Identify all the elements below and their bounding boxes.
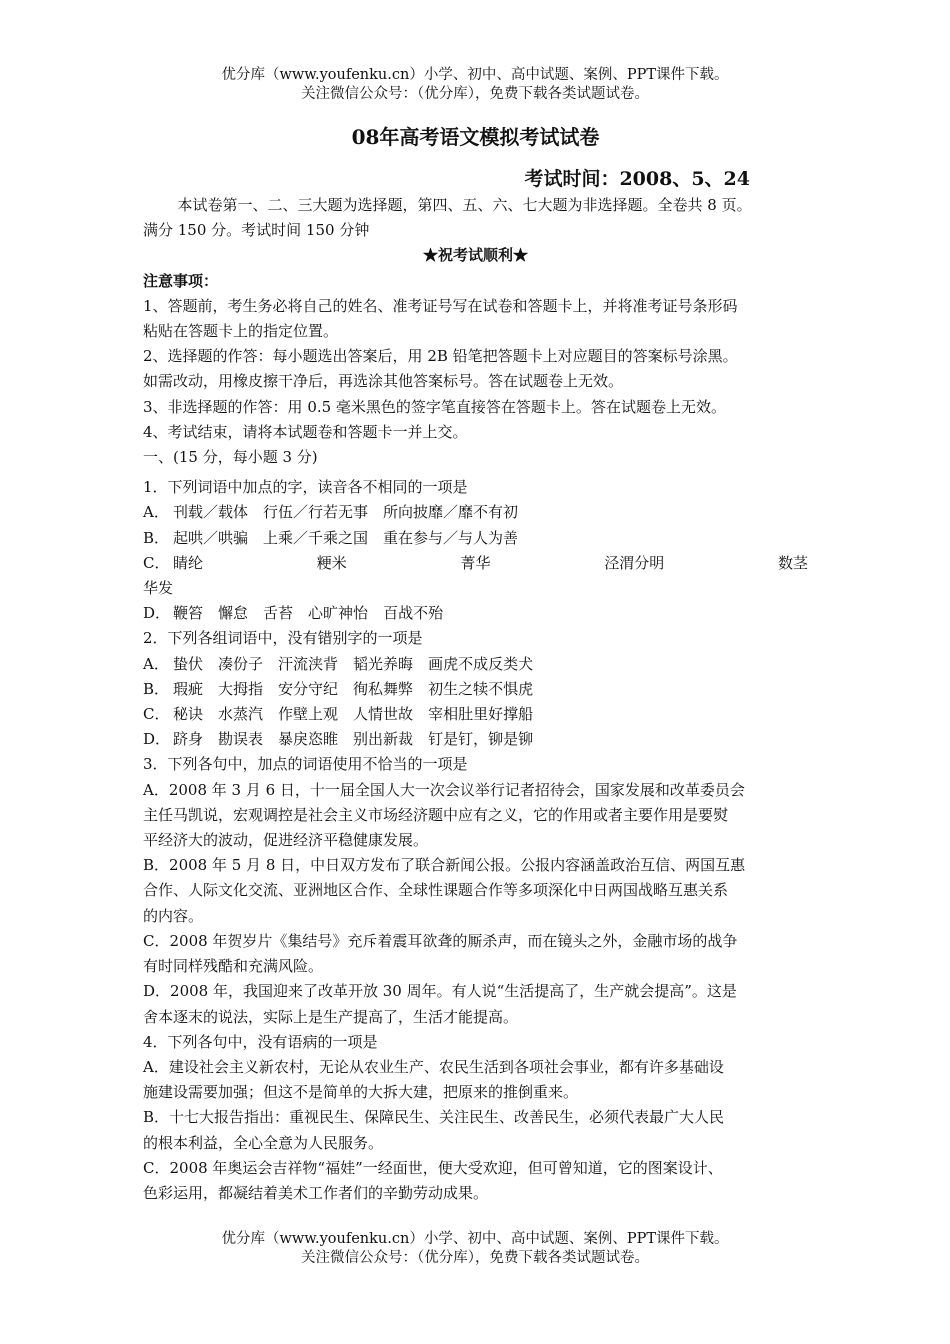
question-3-stem: 3．下列各句中，加点的词语使用不恰当的一项是	[143, 755, 468, 774]
document-body	[143, 118, 808, 1206]
notice-line: 2、选择题的作答：每小题选出答案后，用 2B 铅笔把答题卡上对应题目的答案标号涂黑。	[143, 347, 738, 366]
q3-option-d-line: 舍本逐末的说法，实际上是生产提高了，生活才能提高。	[143, 1007, 519, 1026]
option-item: 舌苔	[263, 604, 294, 623]
option-item: 刊载／载体	[173, 503, 249, 522]
section-heading: 一、(15 分，每小题 3 分)	[143, 448, 318, 467]
doc-title: 08年高考语文模拟考试试卷	[351, 125, 600, 149]
option-item: 蛰伏	[173, 654, 204, 673]
footer-line-2: 关注微信公众号：（优分库），免费下载各类试题试卷。	[301, 1250, 649, 1266]
footer-line-1: 优分库（www.youfenku.cn）小学、初中、高中试题、案例、PPT课件下载。	[221, 1231, 729, 1247]
option-label: C．	[143, 705, 170, 724]
q4-option-a-line: A．建设社会主义新农村，无论从农业生产、农民生活到各项社会事业，都有许多基础设	[143, 1057, 724, 1076]
notice-title: 注意事项：	[143, 271, 219, 290]
option-item: 泾渭分明	[604, 553, 665, 572]
option-item: 所向披靡／靡不有初	[383, 503, 519, 522]
option-label: A．	[143, 654, 169, 673]
q1-option-c	[143, 551, 808, 576]
option-item: 水蒸汽	[218, 705, 264, 724]
option-item: 睛纶	[173, 553, 204, 572]
option-item: 菁华	[460, 553, 491, 572]
option-item: 人情世故	[353, 705, 414, 724]
option-item: 秘诀	[173, 705, 204, 724]
q1-option-a	[143, 500, 808, 525]
option-label: D．	[143, 730, 171, 749]
option-item: 汗流浃背	[278, 654, 339, 673]
intro-line-2: 满分 150 分。考试时间 150 分钟	[143, 221, 370, 240]
notice-line: 1、答题前，考生务必将自己的姓名、准考证号写在试卷和答题卡上，并将准考证号条形码	[143, 296, 738, 315]
q3-option-a-line: 平经济大的波动，促进经济平稳健康发展。	[143, 831, 429, 850]
notice-line: 粘贴在答题卡上的指定位置。	[143, 322, 339, 341]
q3-option-c-line: C．2008 年贺岁片《集结号》充斥着震耳欲聋的厮杀声，而在镜头之外，金融市场的战争	[143, 931, 738, 950]
option-label: D．	[143, 604, 171, 623]
option-item: 画虎不成反类犬	[428, 654, 534, 673]
q3-option-d-line: D．2008 年，我国迎来了改革开放 30 周年。有人说“生活提高了，生产就会提高”。这是	[143, 982, 737, 1001]
option-item: 百战不殆	[383, 604, 444, 623]
header-line-1: 优分库（www.youfenku.cn）小学、初中、高中试题、案例、PPT课件下载。	[221, 67, 729, 83]
option-label: B．	[143, 528, 170, 547]
page-header	[0, 66, 950, 104]
q4-option-b-line: 的根本利益，全心全意为人民服务。	[143, 1133, 384, 1152]
option-item: 宰相肚里好撑船	[428, 705, 534, 724]
option-item: 上乘／千乘之国	[263, 528, 369, 547]
option-item: 行伍／行若无事	[263, 503, 369, 522]
q4-option-b-line: B．十七大报告指出：重视民生、保障民生、关注民生、改善民生，必须代表最广大人民	[143, 1108, 725, 1127]
option-label: C．	[143, 553, 170, 572]
option-item: 凑份子	[218, 654, 264, 673]
option-item: 作壁上观	[278, 705, 339, 724]
option-item: 韬光养晦	[353, 654, 414, 673]
notice-line: 4、考试结束，请将本试题卷和答题卡一并上交。	[143, 422, 468, 441]
option-item: 起哄／哄骗	[173, 528, 249, 547]
option-item: 徇私舞弊	[353, 679, 414, 698]
option-item: 勘误表	[218, 730, 264, 749]
notice-line: 如需改动，用橡皮擦干净后，再选涂其他答案标号。答在试题卷上无效。	[143, 372, 624, 391]
option-item: 安分守纪	[278, 679, 339, 698]
option-item: 数茎	[777, 553, 808, 572]
option-item: 钉是钉，铆是铆	[428, 730, 534, 749]
option-item: 初生之犊不惧虎	[428, 679, 534, 698]
option-item: 心旷神怡	[308, 604, 369, 623]
option-item: 重在参与／与人为善	[383, 528, 519, 547]
q2-option-c	[143, 702, 808, 727]
option-label: A．	[143, 503, 169, 522]
option-item: 懈怠	[218, 604, 249, 623]
q1-option-d	[143, 601, 808, 626]
page-footer	[0, 1230, 950, 1268]
intro-line-1: 本试卷第一、二、三大题为选择题，第四、五、六、七大题为非选择题。全卷共 8 页。	[177, 196, 752, 214]
option-item: 大拇指	[218, 679, 264, 698]
question-4-stem: 4．下列各句中，没有语病的一项是	[143, 1032, 378, 1051]
option-label: B．	[143, 679, 170, 698]
option-item: 鞭笞	[173, 604, 204, 623]
q1-option-c-wrap: 华发	[143, 579, 174, 598]
wish-line: ★祝考试顺利★	[422, 246, 528, 265]
q4-option-c-line: 色彩运用，都凝结着美术工作者们的辛勤劳动成果。	[143, 1183, 489, 1202]
option-item: 暴戾恣睢	[278, 730, 339, 749]
q2-option-d	[143, 727, 808, 752]
q3-option-c-line: 有时同样残酷和充满风险。	[143, 957, 324, 976]
option-item: 跻身	[173, 730, 204, 749]
option-item: 瑕疵	[173, 679, 204, 698]
q3-option-b-line: B．2008 年 5 月 8 日，中日双方发布了联合新闻公报。公报内容涵盖政治互信、两国互惠	[143, 856, 746, 875]
q4-option-c-line: C．2008 年奥运会吉祥物“福娃”一经面世，便大受欢迎，但可曾知道，它的图案设计、	[143, 1158, 723, 1177]
header-line-2: 关注微信公众号：（优分库），免费下载各类试题试卷。	[301, 86, 649, 102]
q1-option-b	[143, 526, 808, 551]
question-2-stem: 2．下列各组词语中，没有错别字的一项是	[143, 629, 423, 648]
q3-option-a-line: 主任马凯说，宏观调控是社会主义市场经济题中应有之义，它的作用或者主要作用是要熨	[143, 805, 729, 824]
notice-line: 3、非选择题的作答：用 0.5 毫米黑色的签字笔直接答在答题卡上。答在试题卷上无效。	[143, 397, 726, 416]
q4-option-a-line: 施建设需要加强；但这不是简单的大拆大建，把原来的推倒重来。	[143, 1083, 579, 1102]
option-item: 粳米	[316, 553, 347, 572]
q3-option-b-line: 合作、人际文化交流、亚洲地区合作、全球性课题合作等多项深化中日两国战略互惠关系	[143, 881, 729, 900]
q3-option-b-line: 的内容。	[143, 906, 204, 925]
option-item: 别出新裁	[353, 730, 414, 749]
q3-option-a-line: A．2008 年 3 月 6 日，十一届全国人大一次会议举行记者招待会，国家发展和改革委员会	[143, 780, 745, 799]
q2-option-a	[143, 652, 808, 677]
exam-time: 考试时间：2008、5、24	[524, 168, 750, 190]
q2-option-b	[143, 677, 808, 702]
question-1-stem: 1．下列词语中加点的字，读音各不相同的一项是	[143, 478, 468, 497]
